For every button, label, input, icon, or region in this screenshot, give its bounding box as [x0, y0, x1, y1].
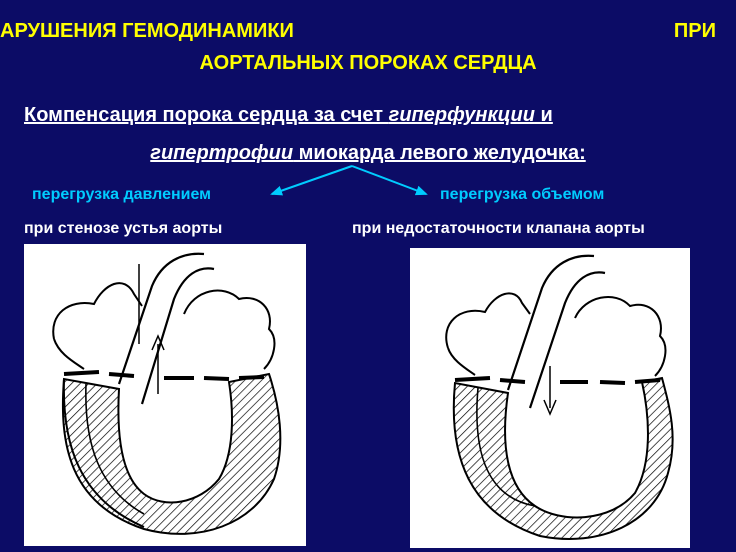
heart-diagram-stenosis — [24, 244, 306, 546]
subtitle-part-c: и — [534, 104, 553, 126]
slide-title-line1 — [0, 20, 736, 46]
subtitle-italic-2: гипертрофии — [150, 142, 294, 164]
right-caption: при недостаточности клапана аорты — [352, 220, 645, 237]
subtitle-part-a: Компенсация порока сердца за счет — [24, 104, 389, 126]
right-label: перегрузка объемом — [440, 186, 605, 203]
title-left: АРУШЕНИЯ ГЕМОДИНАМИКИ — [0, 20, 294, 42]
heart-diagram-insufficiency — [410, 248, 690, 548]
arrow-left — [272, 166, 352, 194]
heart-illustration-right — [410, 248, 690, 548]
subtitle-underlined — [24, 104, 553, 126]
subtitle-line2 — [0, 142, 736, 165]
left-label: перегрузка давлением — [32, 186, 212, 203]
arrow-right — [352, 166, 426, 194]
subtitle-line1 — [0, 104, 736, 127]
heart-illustration-left — [24, 244, 306, 546]
title-right: ПРИ — [673, 20, 716, 42]
subtitle-italic: гиперфункции — [388, 104, 535, 126]
slide-title-line2: АОРТАЛЬНЫХ ПОРОКАХ СЕРДЦА — [199, 52, 537, 74]
left-caption: при стенозе устья аорты — [24, 220, 223, 237]
subtitle-part-2b: миокарда левого желудочка: — [293, 142, 586, 164]
subtitle-underlined-2 — [150, 142, 585, 164]
